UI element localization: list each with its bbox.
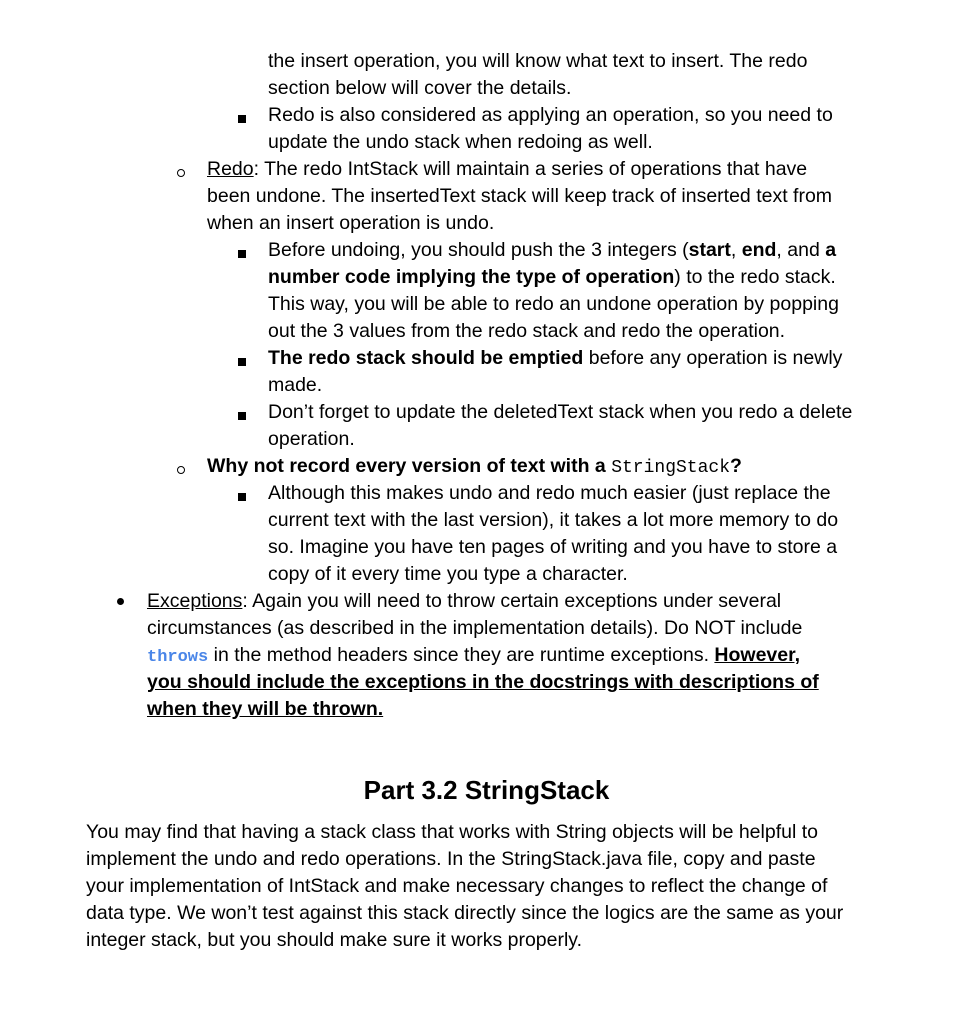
text-line: Why not record every version of text with a StringStack? [207,455,742,478]
text-line: number code implying the type of operation) to the redo stack. [268,266,836,288]
text-line: Although this makes undo and redo much easier (just replace the [268,482,831,504]
text-line: operation. [268,428,355,450]
text-line: section below will cover the details. [268,77,572,99]
text-line: Exceptions: Again you will need to throw certain exceptions under several [147,590,782,612]
text-line: throws in the method headers since they are runtime exceptions. However, [147,644,801,667]
text-line: The redo stack should be emptied before any operation is newly [268,347,843,369]
circle-bullet-icon [177,466,185,474]
text-line: copy of it every time you type a character. [268,563,628,585]
paragraph-line: data type. We won’t test against this stack directly since the logics are the same as your [86,902,844,924]
square-bullet-icon [238,115,246,123]
square-bullet-icon [238,250,246,258]
paragraph-line: integer stack, but you should make sure it works properly. [86,929,583,951]
text-line: the insert operation, you will know what text to insert. The redo [268,50,808,72]
text-line: This way, you will be able to redo an undone operation by popping [268,293,839,315]
redo-term: Redo [207,158,254,180]
text-line: so. Imagine you have ten pages of writing and you have to store a [268,536,838,558]
text-line: circumstances (as described in the implementation details). Do NOT include [147,617,803,639]
throws-keyword: throws [147,648,209,667]
text-line: current text with the last version), it takes a lot more memory to do [268,509,839,531]
text-line: out the 3 values from the redo stack and redo the operation. [268,320,786,342]
exceptions-term: Exceptions [147,590,243,612]
text-line: update the undo stack when redoing as well. [268,131,653,153]
text-line: Redo is also considered as applying an operation, so you need to [268,104,833,126]
text-line: when they will be thrown. [147,698,384,720]
inline-code: StringStack [611,458,731,478]
square-bullet-icon [238,493,246,501]
text-line: you should include the exceptions in the docstrings with descriptions of [147,671,819,693]
square-bullet-icon [238,412,246,420]
paragraph-line: your implementation of IntStack and make necessary changes to reflect the change of [86,875,828,897]
text-line: made. [268,374,323,396]
text-line: Redo: The redo IntStack will maintain a series of operations that have [207,158,808,180]
section-heading: Part 3.2 StringStack [363,775,610,805]
circle-bullet-icon [177,169,185,177]
text-line: Before undoing, you should push the 3 integers (start, end, and a [268,239,837,261]
paragraph-line: You may find that having a stack class that works with String objects will be helpful to [86,821,818,843]
text-line: Don’t forget to update the deletedText stack when you redo a delete [268,401,853,423]
square-bullet-icon [238,358,246,366]
text-line: been undone. The insertedText stack will keep track of inserted text from [207,185,833,207]
disc-bullet-icon [117,598,124,605]
paragraph-line: implement the undo and redo operations. In the StringStack.java file, copy and paste [86,848,816,870]
text-line: when an insert operation is undo. [207,212,495,234]
